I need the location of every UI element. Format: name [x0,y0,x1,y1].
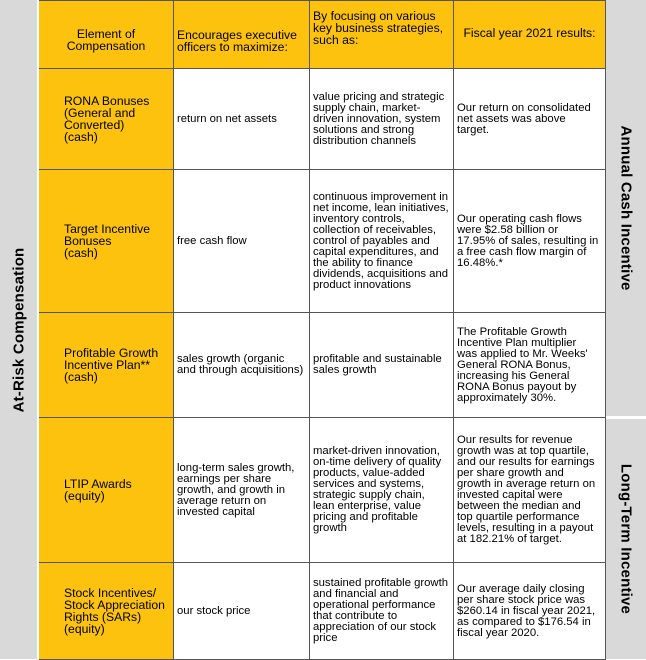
header-results: Fiscal year 2021 results: [454,1,606,69]
row-profitable-growth-strategies: profitable and sustainable sales growth [310,313,454,418]
row-target-incentive-strategies: continuous improvement in net income, lean initiatives, inventory controls, collection of receivables, control of payables and capital expenditures, and the ability to finance dividends, acquisitions and product innovations [310,170,454,313]
at-risk-compensation-label: At-Risk Compensation [10,247,27,412]
header-strategies: By focusing on various key business strategies, such as: [310,1,454,69]
header-element: Element of Compensation [39,1,174,69]
long-term-incentive-label: Long-Term Incentive [617,463,635,615]
row-target-incentive-results: Our operating cash flows were $2.58 billion or 17.95% of sales, resulting in a free cash flow margin of 16.48%.* [454,170,606,313]
row-ltip-strategies: market-driven innovation, on-time delivery of quality products, value-added services and systems, strategic supply chain, lean enterprise, value pricing and profitable growth [310,418,454,563]
row-rona-element: RONA Bonuses (General and Converted) (cash) [39,69,174,170]
row-stock-incentives-strategies: sustained profitable growth and financial and operational performance that contribute to appreciation of our stock price [310,563,454,660]
row-rona-strategies: value pricing and strategic supply chain, market- driven innovation, system solutions and strong distribution channels [310,69,454,170]
annual-cash-incentive-label: Annual Cash Incentive [617,125,635,291]
long-term-incentive-bar [606,419,646,659]
compensation-table [39,0,606,659]
row-stock-incentives-encourages: our stock price [174,563,310,660]
annual-cash-incentive-bar [606,0,646,419]
row-rona-encourages: return on net assets [174,69,310,170]
row-rona-results: Our return on consolidated net assets was above target. [454,69,606,170]
row-profitable-growth-results: The Profitable Growth Incentive Plan multiplier was applied to Mr. Weeks' General RONA Bonus, increasing his General RONA Bonus payout by approximately 30%. [454,313,606,418]
row-stock-incentives-results: Our average daily closing per share stock price was $260.14 in fiscal year 2021, as compared to $176.54 in fiscal year 2020. [454,563,606,660]
row-target-incentive-encourages: free cash flow [174,170,310,313]
row-profitable-growth-encourages: sales growth (organic and through acquisitions) [174,313,310,418]
row-profitable-growth-element: Profitable Growth Incentive Plan** (cash) [39,313,174,418]
header-encourages: Encourages executive officers to maximize: [174,1,310,69]
row-stock-incentives-element: Stock Incentives/ Stock Appreciation Rights (SARs) (equity) [39,563,174,660]
row-ltip-element: LTIP Awards (equity) [39,418,174,563]
row-ltip-encourages: long-term sales growth, earnings per share growth, and growth in average return on invested capital [174,418,310,563]
row-target-incentive-element: Target Incentive Bonuses (cash) [39,170,174,313]
at-risk-compensation-bar [0,0,39,659]
row-ltip-results: Our results for revenue growth was at top quartile, and our results for earnings per share growth and growth in average return on invested capital were between the median and top quartile performance levels, resulting in a payout at 182.21% of target. [454,418,606,563]
